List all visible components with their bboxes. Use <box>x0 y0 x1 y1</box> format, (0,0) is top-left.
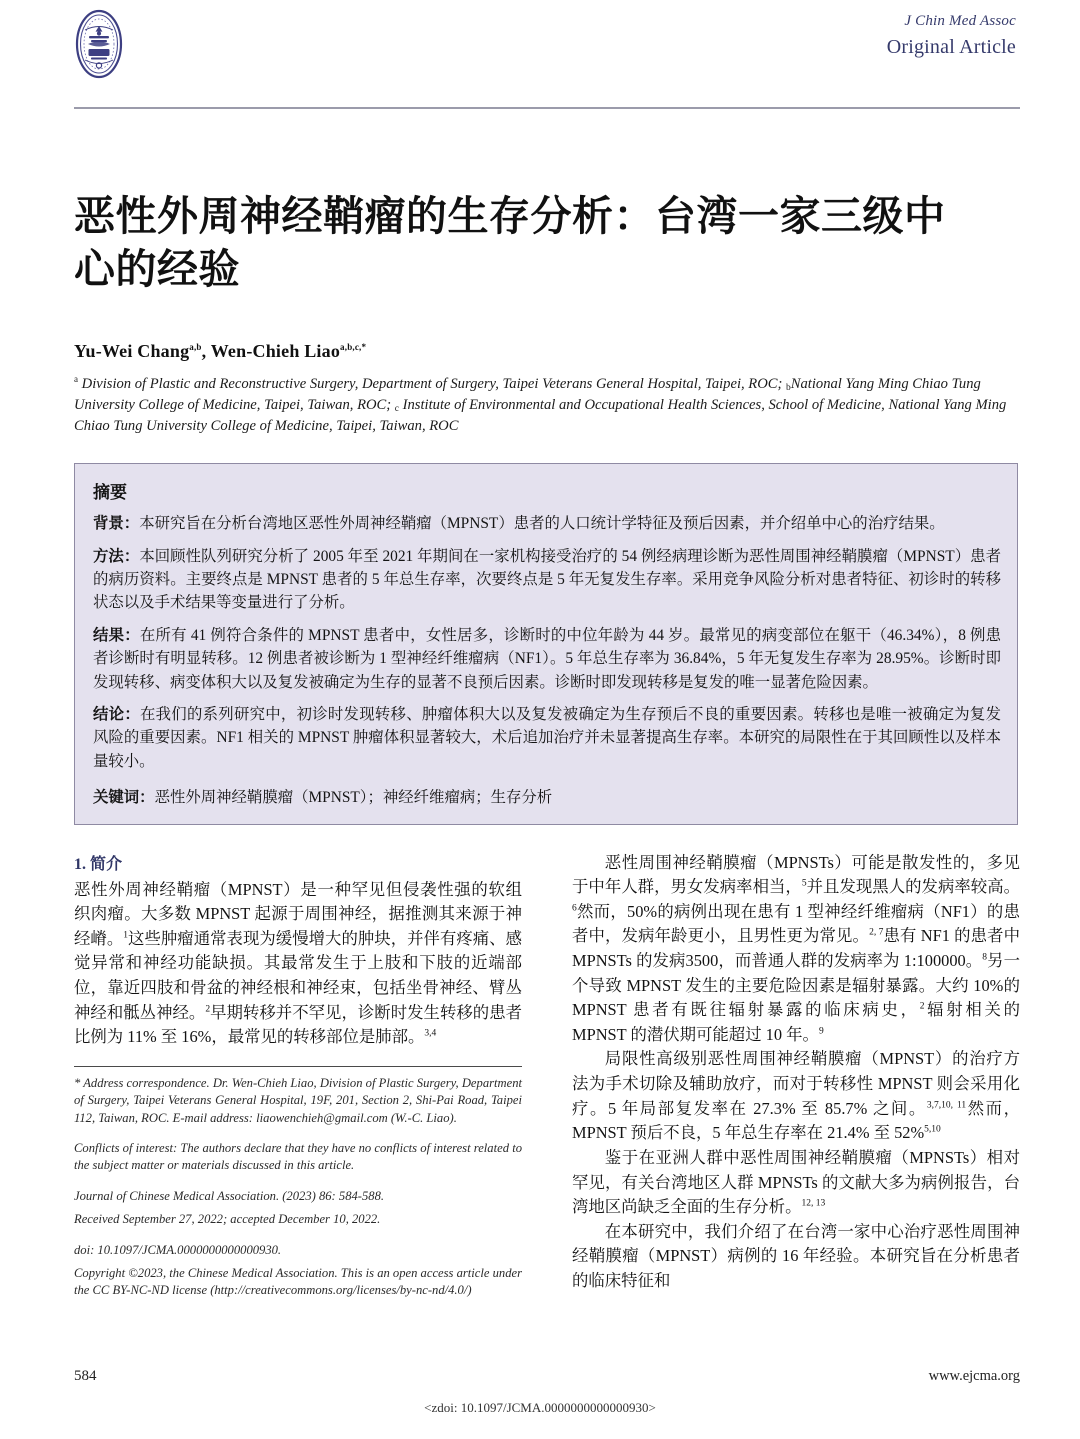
footnote-doi: doi: 10.1097/JCMA.0000000000000930. <box>74 1242 282 1257</box>
affiliation-text-b: National Yang Ming Chiao Tung University College of Medicine, Taipei, Taiwan, ROC; <box>74 375 981 413</box>
author-name-2: , Wen-Chieh Liao <box>201 340 341 361</box>
journal-name: J Chin Med Assoc <box>904 13 1016 29</box>
page-number: 584 <box>74 1368 97 1384</box>
citation-ref-8: 8 <box>982 952 988 963</box>
intro-p2-part-c: 然而，50%的病例出现在患有 1 型神经纤维瘤病（NF1）的患者中，发病年龄更小，且男性更为常见。 <box>572 901 1020 946</box>
intro-paragraph-5: 在本研究中，我们介绍了在台湾一家中心治疗恶性周围神经鞘膜瘤（MPNST）病例的 16 年经验。本研究旨在分析患者的临床特征和 <box>572 1221 1020 1290</box>
abstract-background-label: 背景： <box>93 515 140 533</box>
footnote-copyright-license: Copyright ©2023, the Chinese Medical Association. This is an open access article under the CC BY-NC-ND license (http://creativecommons.org/licenses/by-nc-nd/4.0/) <box>74 1265 522 1298</box>
abstract-conclusion-label: 结论： <box>93 705 140 723</box>
footnote-conflicts-of-interest: Conflicts of interest: The authors declare that they have no conflicts of interest related to the subject matter or materials discussed in this article. <box>74 1141 522 1173</box>
abstract-keywords <box>93 786 1001 809</box>
affiliation-marker-b: b <box>786 382 791 393</box>
intro-p3-part-b: 然而，MPNST 预后不良，5 年总生存率在 21.4% 至 52% <box>572 1098 1021 1143</box>
citation-ref-3-4: 3,4 <box>424 1028 437 1039</box>
intro-paragraph-3 <box>572 1047 1020 1145</box>
article-type-label: Original Article <box>886 35 1016 58</box>
intro-p2-part-e: 另一个导致 MPNST 发生的主要危险因素是辐射暴露。大约 10%的 MPNST 患者有既往辐射暴露的临床病史， <box>572 951 1021 1020</box>
intro-p1-part-c: 早期转移并不罕见，诊断时发生转移的患者比例为 11% 至 16%，最常见的转移部位是肺部。 <box>74 1002 523 1047</box>
affiliation-text-c: Institute of Environmental and Occupational Health Sciences, School of Medicine, National Yang Ming Chiao Tung University College of Medicine, Taipei, Taiwan, ROC <box>74 396 1007 435</box>
citation-ref-6: 6 <box>572 903 577 914</box>
body-column-left <box>74 851 522 1300</box>
citation-ref-2: 2 <box>205 1004 211 1015</box>
intro-paragraph-1 <box>74 878 522 1050</box>
abstract-methods <box>93 545 1001 615</box>
abstract-results-text: 在所有 41 例符合条件的 MPNST 患者中，女性居多，诊断时的中位年龄为 44 岁。最常见的病变部位在躯干（46.34%），8 例患者诊断时有明显转移。12 例患者被诊断为 1 型神经纤维瘤病（NF1）。5 年总生存率为 36.84%，5 年无复发生存率为 28.95%。诊断时即发现转移、病变体积大以及复发被确定为生存的显著不良预后因素。诊断时即发现转移是复发的唯一显著危险因素。 <box>93 626 1001 691</box>
abstract-results-label: 结果： <box>93 626 140 644</box>
abstract-background-text: 本研究旨在分析台湾地区恶性外周神经鞘瘤（MPNST）患者的人口统计学特征及预后因素，并介绍单中心的治疗结果。 <box>139 515 945 533</box>
journal-website-url[interactable]: www.ejcma.org <box>928 1368 1020 1384</box>
author-1-affiliation-marker: a,b <box>189 341 202 352</box>
affiliation-marker-a: a <box>74 373 78 384</box>
footnote-received-accepted: Received September 27, 2022; accepted December 10, 2022. <box>74 1212 381 1227</box>
abstract-conclusion <box>93 703 1001 773</box>
abstract-methods-label: 方法： <box>93 547 140 565</box>
abstract-background <box>93 512 1001 535</box>
affiliation-text-a: Division of Plastic and Reconstructive Surgery, Department of Surgery, Taipei Veterans General Hospital, Taipei, ROC; <box>78 375 787 392</box>
intro-p2-part-a: 恶性周围神经鞘膜瘤（MPNSTs）可能是散发性的，多见于中年人群，男女发病率相当， <box>572 852 1020 897</box>
abstract-keywords-label: 关键词： <box>93 789 155 807</box>
citation-ref-9: 9 <box>818 1026 824 1037</box>
citation-ref-5: 5 <box>801 878 807 889</box>
intro-p1-part-b: 这些肿瘤通常表现为缓慢增大的肿块，并伴有疼痛、感觉异常和神经功能缺损。其最常发生于上肢和下肢的近端部位，靠近四肢和骨盆的神经根和神经束，包括坐骨神经、臂丛神经和骶丛神经。 <box>74 928 522 1022</box>
journal-identity <box>887 12 1016 60</box>
citation-ref-2b: 2 <box>919 1001 925 1012</box>
article-body <box>74 851 1020 1319</box>
author-name-1: Yu-Wei Chang <box>74 340 190 361</box>
citation-ref-5-10: 5,10 <box>924 1124 941 1135</box>
author-list <box>74 341 1020 362</box>
affiliation-list <box>74 373 1020 438</box>
footnote-journal-citation: Journal of Chinese Medical Association. (2023) 86: 584-588. <box>74 1188 385 1203</box>
footnote-correspondence: * Address correspondence. Dr. Wen-Chieh Liao, Division of Plastic Surgery, Department of Surgery, Taipei Veterans General Hospital, 19F, 201, Section 2, Shi-Pai Road, Taipei 112, Taiwan, ROC. E-mail address: liaowenchieh@gmail.com (W.-C. Liao). <box>74 1075 522 1125</box>
abstract-keywords-text: 恶性外周神经鞘膜瘤（MPNST）；神经纤维瘤病；生存分析 <box>154 789 553 807</box>
abstract-results <box>93 624 1001 694</box>
citation-ref-3-7-10-11: 3,7,10, 11 <box>926 1100 967 1111</box>
footnote-divider <box>74 1066 522 1067</box>
body-column-right <box>572 851 1020 1294</box>
intro-paragraph-4 <box>572 1146 1020 1220</box>
citation-ref-2-7: 2, 7 <box>869 927 884 938</box>
citation-ref-1: 1 <box>123 930 128 941</box>
intro-p2-part-d: 患有 NF1 的患者中 MPNSTs 的发病3500，而普通人群的发病率为 1:100000。 <box>572 926 1021 971</box>
intro-paragraph-2 <box>572 851 1020 1048</box>
header-divider <box>74 107 1020 109</box>
journal-seal-icon <box>74 8 124 80</box>
page-header <box>60 0 1020 126</box>
abstract-methods-text: 本回顾性队列研究分析了 2005 年至 2021 年期间在一家机构接受治疗的 54 例经病理诊断为恶性周围神经鞘膜瘤（MPNST）患者的病历资料。主要终点是 MPNST 患者的 5 年总生存率，次要终点是 5 年无复发生存率。采用竞争风险分析对患者特征、初诊时的转移状态以及手术结果等变量进行了分析。 <box>93 547 1001 612</box>
zdoi-stamp: <zdoi: 10.1097/JCMA.0000000000000930> <box>424 1400 656 1415</box>
affiliation-marker-c: c <box>394 403 399 414</box>
author-2-affiliation-marker: a,b,c,* <box>340 341 367 352</box>
section-heading-introduction: 1. 简介 <box>74 855 123 873</box>
abstract-conclusion-text: 在我们的系列研究中，初诊时发现转移、肿瘤体积大以及复发被确定为生存预后不良的重要因素。转移也是唯一被确定为复发风险的重要因素。NF1 相关的 MPNST 肿瘤体积显著较大，术后追加治疗并未显著提高生存率。本研究的局限性在于其回顾性以及样本量较小。 <box>93 705 1001 770</box>
intro-p3-part-a: 局限性高级别恶性周围神经鞘膜瘤（MPNST）的治疗方法为手术切除及辅助放疗，而对于转移性 MPNST 则会采用化疗。5 年局部复发率在 27.3% 至 85.7% 之间。 <box>572 1049 1020 1118</box>
citation-ref-12-13: 12, 13 <box>801 1198 826 1209</box>
abstract-heading: 摘要 <box>93 483 127 503</box>
intro-p1-part-a: 恶性外周神经鞘瘤（MPNST）是一种罕见但侵袭性强的软组织肉瘤。大多数 MPNST 起源于周围神经，据推测其来源于神经嵴。 <box>74 879 522 948</box>
page-footer <box>74 1368 1020 1392</box>
intro-p2-part-f: 辐射相关的 MPNST 的潜伏期可能超过 10 年。 <box>572 1000 1020 1044</box>
intro-p4-part-a: 鉴于在亚洲人群中恶性周围神经鞘膜瘤（MPNSTs）相对罕见，有关台湾地区人群 MPNSTs 的文献大多为病例报告，台湾地区尚缺乏全面的生存分析。 <box>572 1147 1020 1217</box>
abstract-box <box>74 463 1018 824</box>
page-title: 恶性外周神经鞘瘤的生存分析：台湾一家三级中心的经验 <box>74 192 946 294</box>
intro-p2-part-b: 并且发现黑人的发病率较高。 <box>806 877 1021 897</box>
